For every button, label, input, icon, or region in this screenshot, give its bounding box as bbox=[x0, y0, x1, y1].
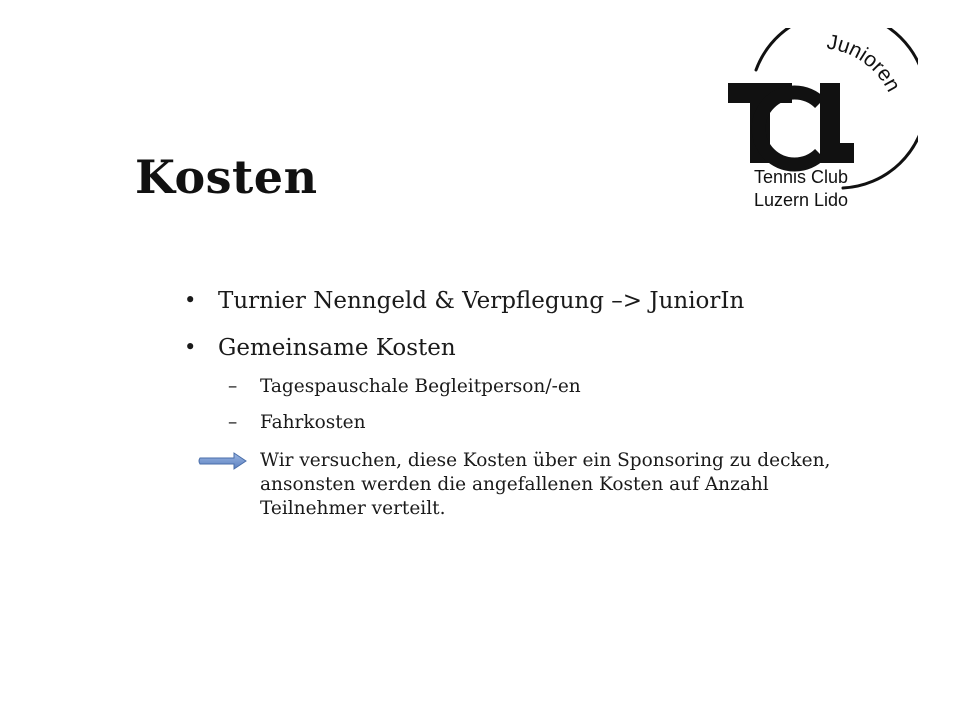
bullet-marker: • bbox=[184, 334, 197, 359]
sub-bullet-item bbox=[228, 376, 900, 398]
sub-bullet-text: Fahrkosten bbox=[260, 412, 366, 434]
sub-bullet-item bbox=[228, 412, 900, 434]
sub-bullet-marker: – bbox=[228, 376, 238, 398]
bullet-text: Turnier Nenngeld & Verpflegung –> JuniorIn bbox=[218, 288, 745, 314]
slide-title: Kosten bbox=[135, 150, 318, 204]
bullet-item bbox=[180, 335, 900, 363]
bullet-item bbox=[180, 288, 900, 316]
tcl-logo bbox=[718, 28, 918, 228]
logo-line-2: Luzern Lido bbox=[754, 190, 849, 210]
right-arrow-icon bbox=[198, 450, 248, 479]
logo-arc-text: Junioren bbox=[825, 30, 905, 96]
sub-bullet-text: Tagespauschale Begleitperson/-en bbox=[260, 376, 581, 398]
sub-bullet-list bbox=[180, 376, 900, 522]
bullet-marker: • bbox=[184, 288, 197, 312]
slide-content bbox=[180, 288, 900, 522]
sponsoring-note bbox=[260, 449, 880, 522]
bullet-text: Gemeinsame Kosten bbox=[218, 334, 456, 361]
note-text: Wir versuchen, diese Kosten über ein Sponsoring zu decken, ansonsten werden die angefallenen Kosten auf Anzahl Teilnehmer verteilt. bbox=[260, 449, 831, 520]
sub-bullet-marker: – bbox=[228, 412, 238, 434]
logo-line-1: Tennis Club bbox=[754, 167, 849, 187]
